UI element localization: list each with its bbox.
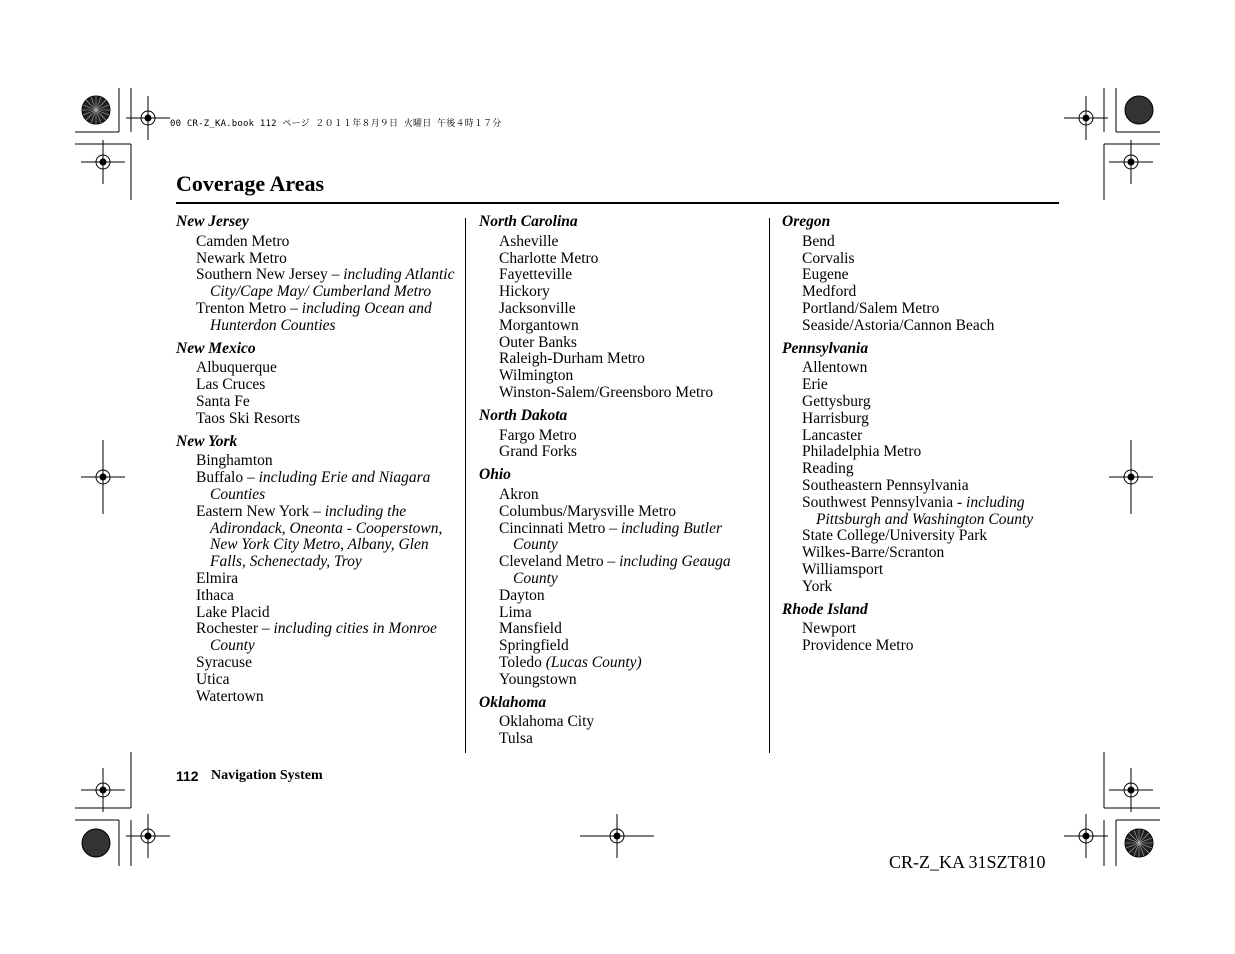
- area-name: Youngstown: [499, 670, 577, 688]
- area-name: Las Cruces: [196, 376, 266, 394]
- state-heading: New York: [176, 432, 238, 450]
- area-name: Seaside/Astoria/Cannon Beach: [802, 316, 995, 334]
- coverage-area-item: [785, 621, 1072, 638]
- coverage-area-item: [785, 545, 1072, 562]
- crosshair-icon: [1109, 140, 1153, 184]
- area-name: Winston-Salem/Greensboro Metro: [499, 383, 714, 401]
- coverage-area-item: [785, 301, 1072, 318]
- area-name: Cleveland Metro –: [499, 553, 620, 571]
- coverage-area-item: [179, 234, 456, 251]
- area-name: Binghamton: [196, 452, 273, 470]
- area-note: including Ocean and Hunterdon Counties: [210, 299, 432, 334]
- area-name: Fargo Metro: [499, 426, 577, 444]
- area-name: Wilmington: [499, 367, 574, 385]
- registration-mark-icon: [1125, 829, 1153, 857]
- coverage-area-item: [785, 428, 1072, 445]
- coverage-area-item: [482, 672, 761, 689]
- area-name: State College/University Park: [802, 527, 988, 545]
- coverage-area-item: [179, 301, 456, 335]
- coverage-area-item: [179, 360, 456, 377]
- crosshair-icon: [81, 140, 125, 184]
- column-divider: [465, 218, 466, 753]
- area-name: Cincinnati Metro –: [499, 519, 621, 537]
- area-name: Fayetteville: [499, 266, 573, 284]
- print-info: 00 CR-Z_KA.book 112 ページ ２０１１年８月９日 火曜日 午後４時１７分: [170, 119, 502, 129]
- coverage-area-item: [179, 453, 456, 470]
- area-name: Utica: [196, 670, 230, 688]
- coverage-area-item: [482, 504, 761, 521]
- coverage-area-item: [785, 638, 1072, 655]
- area-name: Eugene: [802, 266, 849, 284]
- section-label: Navigation System: [211, 768, 323, 783]
- area-name: Toledo: [499, 653, 546, 671]
- coverage-area-item: [179, 267, 456, 301]
- area-name: Columbus/Marysville Metro: [499, 502, 676, 520]
- column-3: [782, 214, 1072, 655]
- coverage-area-item: [482, 487, 761, 504]
- coverage-area-item: [482, 351, 761, 368]
- coverage-area-item: [179, 411, 456, 428]
- coverage-area-item: [482, 251, 761, 268]
- area-name: Grand Forks: [499, 443, 577, 461]
- area-name: Watertown: [196, 687, 264, 705]
- area-name: Oklahoma City: [499, 713, 595, 731]
- area-name: Newark Metro: [196, 249, 287, 267]
- coverage-area-item: [785, 579, 1072, 596]
- coverage-area-item: [179, 394, 456, 411]
- area-name: Southwest Pennsylvania -: [802, 493, 967, 511]
- coverage-area-item: [482, 554, 761, 588]
- area-note: including Butler County: [513, 519, 722, 554]
- coverage-area-item: [785, 411, 1072, 428]
- column-1: [176, 214, 456, 705]
- state-heading: Oregon: [782, 213, 831, 230]
- area-name: Elmira: [196, 569, 239, 587]
- coverage-area-item: [785, 394, 1072, 411]
- registration-mark-icon: [82, 829, 110, 857]
- area-name: Erie: [802, 376, 828, 394]
- coverage-area-item: [179, 672, 456, 689]
- coverage-area-item: [785, 284, 1072, 301]
- coverage-area-item: [179, 571, 456, 588]
- column-divider: [769, 218, 770, 753]
- area-name: Camden Metro: [196, 232, 290, 250]
- area-name: Morgantown: [499, 316, 579, 334]
- coverage-area-item: [785, 234, 1072, 251]
- area-name: Raleigh-Durham Metro: [499, 350, 645, 368]
- area-name: Reading: [802, 460, 854, 478]
- coverage-area-item: [482, 731, 761, 748]
- area-name: Gettysburg: [802, 392, 871, 410]
- coverage-area-item: [482, 655, 761, 672]
- state-heading: Oklahoma: [479, 693, 547, 711]
- area-name: Springfield: [499, 637, 569, 655]
- coverage-area-item: [482, 444, 761, 461]
- coverage-area-item: [785, 528, 1072, 545]
- area-name: Asheville: [499, 232, 559, 250]
- coverage-area-item: [179, 470, 456, 504]
- coverage-area-item: [482, 335, 761, 352]
- coverage-area-item: [482, 714, 761, 731]
- crosshair-icon: [126, 814, 170, 858]
- area-name: Mansfield: [499, 620, 562, 638]
- coverage-area-item: [179, 621, 456, 655]
- coverage-area-item: [482, 621, 761, 638]
- area-name: Rochester –: [196, 620, 274, 638]
- coverage-area-item: [179, 689, 456, 706]
- area-name: Albuquerque: [196, 359, 277, 377]
- area-name: Portland/Salem Metro: [802, 299, 940, 317]
- coverage-area-item: [179, 504, 456, 571]
- coverage-area-item: [785, 251, 1072, 268]
- area-name: Jacksonville: [499, 299, 576, 317]
- coverage-area-item: [179, 377, 456, 394]
- crosshair-icon: [1064, 96, 1108, 140]
- state-heading: Rhode Island: [782, 600, 868, 618]
- area-name: Akron: [499, 485, 539, 503]
- coverage-area-item: [785, 267, 1072, 284]
- area-name: Outer Banks: [499, 333, 577, 351]
- area-name: Syracuse: [196, 653, 252, 671]
- area-name: Harrisburg: [802, 409, 869, 427]
- area-note: including cities in Monroe County: [210, 620, 437, 655]
- coverage-area-item: [785, 444, 1072, 461]
- area-name: Allentown: [802, 359, 868, 377]
- area-name: Philadelphia Metro: [802, 443, 922, 461]
- area-name: Lima: [499, 603, 532, 621]
- title-divider: [176, 202, 1059, 204]
- area-name: Dayton: [499, 586, 545, 604]
- coverage-area-item: [482, 267, 761, 284]
- area-name: Providence Metro: [802, 637, 914, 655]
- state-heading: North Carolina: [479, 213, 578, 230]
- state-heading: Ohio: [479, 466, 511, 484]
- area-note: including Atlantic City/Cape May/ Cumberland Metro: [210, 266, 455, 301]
- area-name: Hickory: [499, 283, 550, 301]
- registration-mark-icon: [1125, 96, 1153, 124]
- coverage-area-item: [482, 368, 761, 385]
- coverage-area-item: [785, 318, 1072, 335]
- coverage-area-item: [179, 655, 456, 672]
- column-2: [479, 214, 761, 748]
- area-name: York: [802, 577, 833, 595]
- coverage-area-item: [482, 521, 761, 555]
- crosshair-icon: [1109, 768, 1153, 812]
- area-note: including Pittsburgh and Washington County: [816, 493, 1034, 528]
- area-name: Buffalo –: [196, 469, 259, 487]
- coverage-area-item: [482, 605, 761, 622]
- area-name: Charlotte Metro: [499, 249, 599, 267]
- coverage-area-item: [482, 318, 761, 335]
- coverage-area-item: [179, 605, 456, 622]
- coverage-area-item: [785, 495, 1072, 529]
- area-name: Taos Ski Resorts: [196, 409, 300, 427]
- page-title: Coverage Areas: [176, 171, 325, 196]
- area-note: including Erie and Niagara Counties: [210, 469, 431, 503]
- state-heading: Pennsylvania: [782, 339, 869, 357]
- area-note: including the Adirondack, Oneonta - Cooperstown, New York City Metro, Albany, Glen Falls, Schenectady, Troy: [210, 502, 443, 571]
- area-note: including Geauga County: [513, 553, 731, 587]
- area-name: Medford: [802, 283, 857, 301]
- area-name: Newport: [802, 620, 857, 638]
- area-name: Tulsa: [499, 730, 533, 748]
- area-name: Williamsport: [802, 560, 884, 578]
- coverage-area-item: [482, 588, 761, 605]
- crosshair-icon: [126, 96, 170, 140]
- area-note: (Lucas County): [545, 653, 642, 671]
- area-name: Trenton Metro –: [196, 299, 302, 317]
- coverage-area-item: [785, 562, 1072, 579]
- coverage-area-item: [482, 301, 761, 318]
- coverage-area-item: [482, 234, 761, 251]
- state-heading: North Dakota: [479, 406, 568, 424]
- crosshair-icon: [81, 768, 125, 812]
- registration-mark-icon: [82, 96, 110, 124]
- area-name: Wilkes-Barre/Scranton: [802, 544, 945, 562]
- page-number: 112: [176, 768, 199, 784]
- state-heading: New Mexico: [176, 339, 256, 357]
- coverage-area-item: [785, 377, 1072, 394]
- area-name: Lake Placid: [196, 603, 270, 621]
- coverage-area-item: [482, 284, 761, 301]
- area-name: Southern New Jersey –: [196, 266, 344, 284]
- area-name: Santa Fe: [196, 392, 250, 410]
- coverage-area-item: [785, 360, 1072, 377]
- coverage-area-item: [482, 638, 761, 655]
- document-code: CR-Z_KA 31SZT810: [889, 852, 1046, 872]
- coverage-area-item: [179, 251, 456, 268]
- crosshair-icon: [1064, 814, 1108, 858]
- area-name: Lancaster: [802, 426, 863, 444]
- area-name: Bend: [802, 232, 835, 250]
- area-name: Southeastern Pennsylvania: [802, 476, 969, 494]
- area-name: Eastern New York –: [196, 502, 325, 520]
- area-name: Ithaca: [196, 586, 234, 604]
- coverage-area-item: [482, 428, 761, 445]
- coverage-area-item: [785, 478, 1072, 495]
- coverage-area-item: [179, 588, 456, 605]
- coverage-area-item: [785, 461, 1072, 478]
- coverage-area-item: [482, 385, 761, 402]
- state-heading: New Jersey: [176, 213, 249, 230]
- area-name: Corvalis: [802, 249, 855, 267]
